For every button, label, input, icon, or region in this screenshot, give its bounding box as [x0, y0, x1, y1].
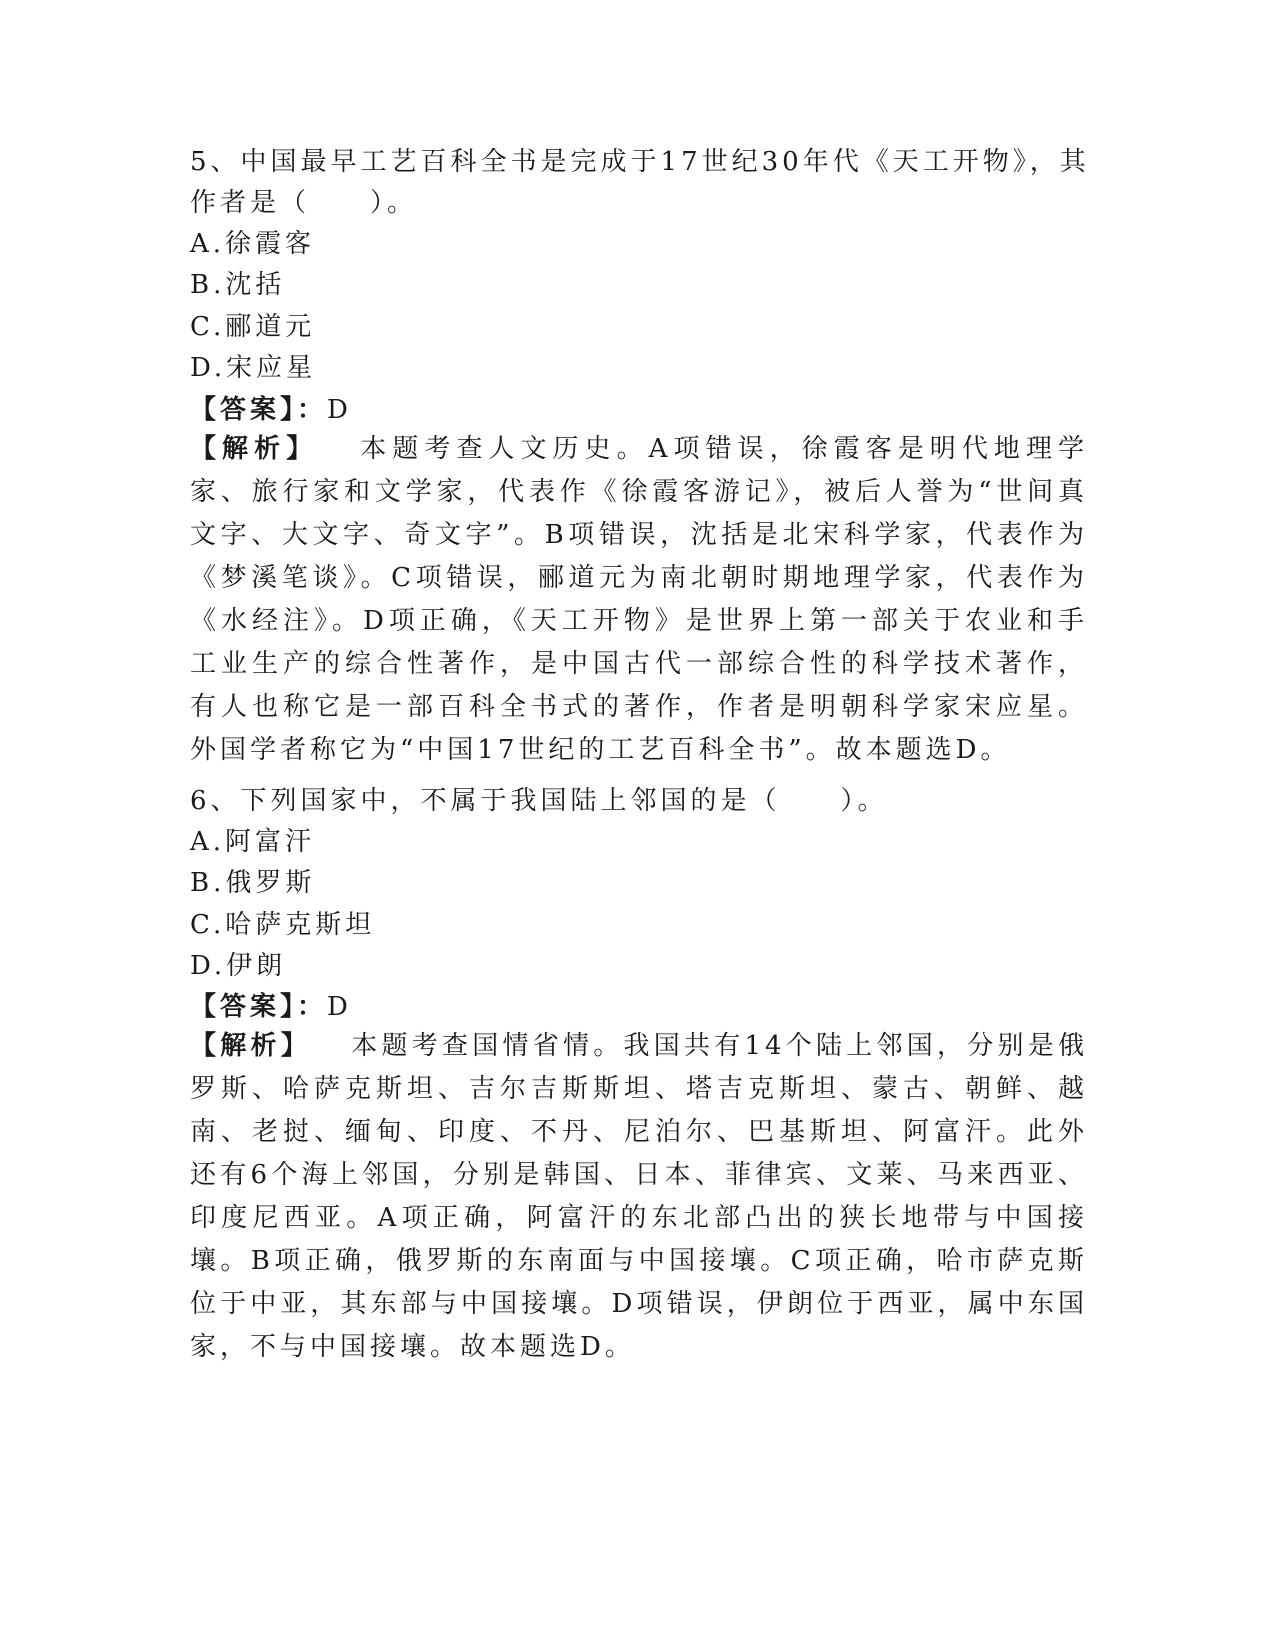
option-a: A.阿富汗 [190, 827, 316, 857]
option-b: B.沈括 [190, 270, 286, 300]
answer-label: 【答案】： [190, 992, 328, 1022]
question-stem-line: 作者是（ ）。 [190, 188, 418, 218]
question-stem-line: 6、下列国家中，不属于我国陆上邻国的是（ ）。 [190, 786, 888, 816]
option-a: A.徐霞客 [190, 229, 316, 259]
option-b: B.俄罗斯 [190, 868, 316, 898]
analysis-label: 【解析】 [190, 1031, 311, 1061]
analysis-text: 本题考查国情省情。我国共有14个陆上邻国，分别是俄罗斯、哈萨克斯坦、吉尔吉斯斯坦、塔吉克斯坦、蒙古、朝鲜、越南、老挝、缅甸、印度、不丹、尼泊尔、巴基斯坦、阿富汗。此外还有6个海上邻国，分别是韩国、日本、菲律宾、文莱、马来西亚、印度尼西亚。A项正确，阿富汗的东北部凸出的狭长地带与中国接壤。B项正确，俄罗斯的东南面与中国接壤。C项正确，哈市萨克斯位于中亚，其东部与中国接壤。D项错误，伊朗位于西亚，属中东国家，不与中国接壤。故本题选D。 [190, 1031, 1088, 1362]
question-stem-line: 5、中国最早工艺百科全书是完成于17世纪30年代《天工开物》，其 [190, 147, 1090, 177]
answer-value: D [327, 992, 352, 1022]
answer-label: 【答案】： [190, 395, 328, 425]
answer-line [190, 395, 352, 425]
analysis-paragraph [190, 1025, 1088, 1369]
option-d: D.伊朗 [190, 951, 287, 981]
analysis-paragraph [190, 428, 1088, 772]
answer-line [190, 992, 352, 1022]
analysis-label: 【解析】 [190, 434, 319, 464]
option-d: D.宋应星 [190, 353, 317, 383]
option-c: C.郦道元 [190, 312, 316, 342]
answer-value: D [327, 395, 352, 425]
analysis-text: 本题考查人文历史。A项错误，徐霞客是明代地理学家、旅行家和文学家，代表作《徐霞客游记》，被后人誉为“世间真文字、大文字、奇文字”。B项错误，沈括是北宋科学家，代表作为《梦溪笔谈》。C项错误，郦道元为南北朝时期地理学家，代表作为《水经注》。D项正确，《天工开物》是世界上第一部关于农业和手工业生产的综合性著作，是中国古代一部综合性的科学技术著作，有人也称它是一部百科全书式的著作，作者是明朝科学家宋应星。外国学者称它为“中国17世纪的工艺百科全书”。故本题选D。 [190, 434, 1088, 765]
option-c: C.哈萨克斯坦 [190, 910, 376, 940]
document-page [190, 0, 1090, 1650]
